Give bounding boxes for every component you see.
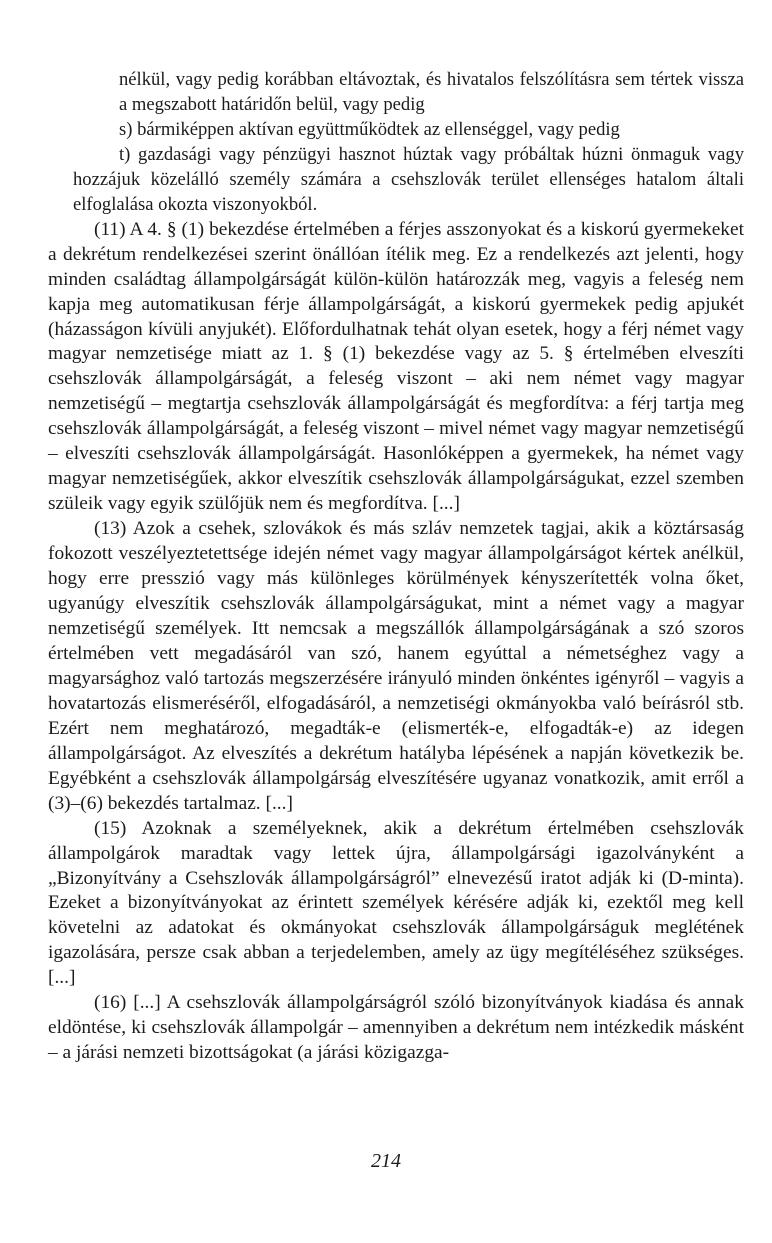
document-page <box>48 68 744 1066</box>
paragraph-13: (13) Azok a csehek, szlovákok és más szláv nemzetek tagjai, akik a köztársaság fokozott veszélyeztetettsége idején német vagy magyar állampolgárságot kértek anélkül, hogy erre presszió vagy más különleges körülmények kényszerítették volna őket, ugyanúgy elveszítik csehszlovák állampolgárságukat, mint a német vagy a magyar nemzetiségű személyek. Itt nemcsak a megszállók állampolgárságának a szó szoros értelmében vett megadásáról van szó, hanem egyúttal a németséghez vagy a magyarsághoz való tartozás megszerzésére irányuló minden önkéntes igényről – vagyis a hovatartozás elismeréséről, elfogadásáról, a nemzetiségi okmányokba való beírásról stb. Ezért nem meghatározó, megadták-e (elismerték-e, elfogadták-e) az idegen állampolgárságot. Az elveszítés a dekrétum hatályba lépésének a napján következik be. Egyébként a csehszlovák állampolgárság elveszítésére ugyanaz vonatkozik, amit erről a (3)–(6) bekezdés tartalmaz. [...] <box>48 518 744 814</box>
list-item-s: s) bármiképpen aktívan együttműködtek az ellenséggel, vagy pedig <box>119 118 620 140</box>
list-item-t: t) gazdasági vagy pénzügyi hasznot húztak vagy próbáltak húzni önmaguk vagy hozzájuk közelálló személy számára a csehszlovák terület ellenséges hatalom általi elfoglalása okozta viszonyokból. <box>73 143 744 215</box>
paragraph-15: (15) Azoknak a személyeknek, akik a dekrétum értelmében csehszlovák állampolgárok maradtak vagy lettek újra, állampolgársági igazolványként a „Bizonyítvány a Csehszlovák állampolgárságról” elnevezésű iratot adják ki (D-minta). Ezeket a bizonyítványokat az érintett személyek kérésére adják ki, ezektől meg kell követelni az adatokat és okmányokat csehszlovák állampolgárságuk meglétének igazolására, persze csak abban a terjedelemben, amely az ügy megítéléséhez szükséges. [...] <box>48 817 744 989</box>
list-continuation-block <box>48 68 744 218</box>
page-number: 214 <box>371 1150 401 1172</box>
paragraph-11: (11) A 4. § (1) bekezdése értelmében a férjes asszonyokat és a kiskorú gyermekeket a dekrétum rendelkezései szerint önállóan ítélik meg. Ez a rendelkezés azt jelenti, hogy minden családtag állampolgárságát külön-külön határozzák meg, vagyis a feleség nem kapja meg automatikusan férje állampolgárságát, a kiskorú gyermekek pedig apjukét (házasságon kívüli anyjukét). Előfordulhatnak tehát olyan esetek, hogy a férj német vagy magyar nemzetisége miatt az 1. § (1) bekezdése vagy az 5. § értelmében elveszíti csehszlovák állampolgárságát, a feleség viszont – aki nem német vagy magyar nemzetiségű – megtartja csehszlovák állampolgárságát és megfordítva: a férj tartja meg csehszlovák állampolgárságát, a feleség viszont – mivel német vagy magyar nemzetiségű – elveszíti csehszlovák állampolgárságát. Hasonlóképpen a gyermekek, ha német vagy magyar nemzetiségűek, akkor elveszítik csehszlovák állampolgárságukat, ezzel szemben szüleik vagy egyik szülőjük nem és megfordítva. [...] <box>48 218 744 515</box>
paragraph-16: (16) [...] A csehszlovák állampolgárságról szóló bizonyítványok kiadása és annak eldöntése, ki csehszlovák állampolgár – amennyiben a dekrétum nem intézkedik másként – a járási nemzeti bizottságokat (a járási közigazga- <box>48 992 744 1064</box>
list-item-continuation: nélkül, vagy pedig korábban eltávoztak, és hivatalos felszólításra sem tértek vissza a megszabott határidőn belül, vagy pedig <box>119 69 744 115</box>
